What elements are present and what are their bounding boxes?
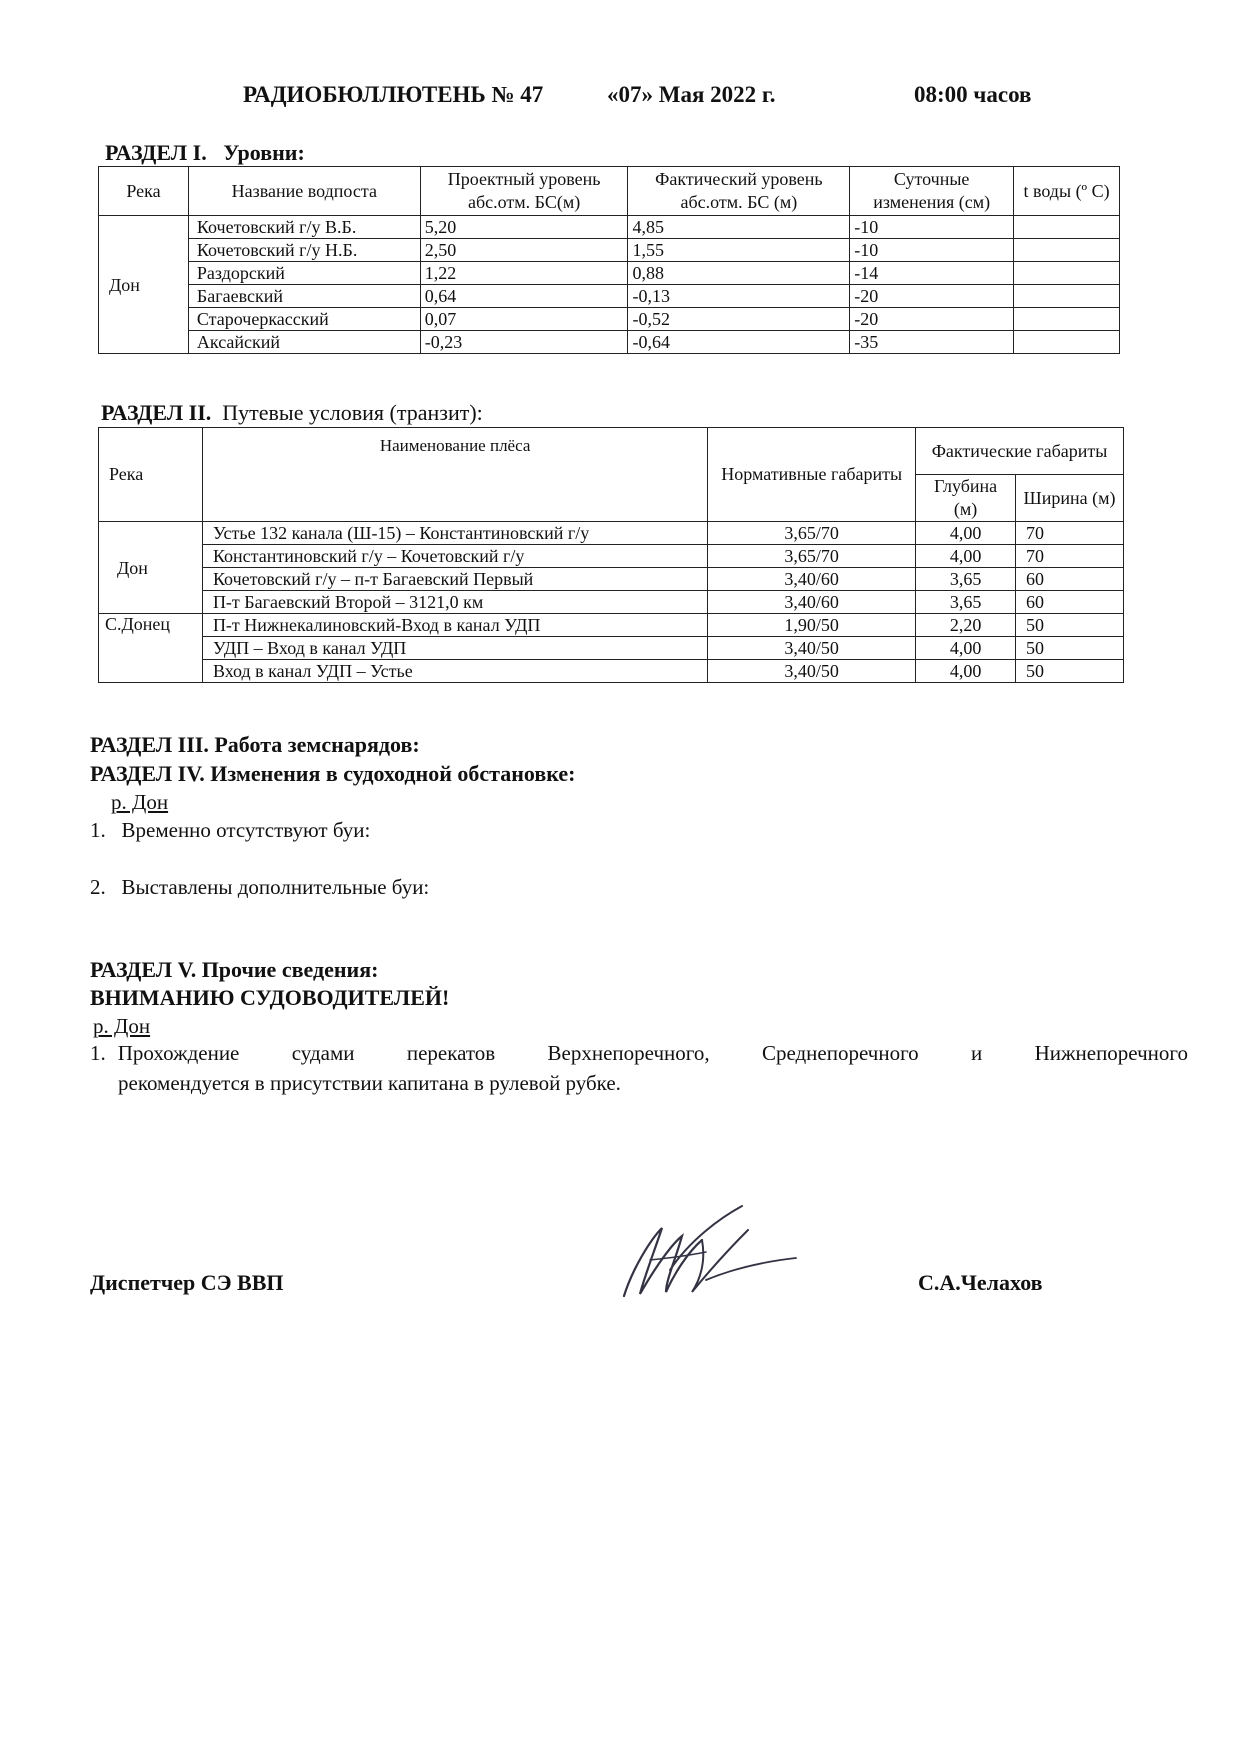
col-depth: Глубина (м) xyxy=(916,475,1016,522)
item-text-line-1: Прохождение судами перекатов Верхнепоречного, Среднепоречного и Нижнепоречного xyxy=(117,1041,1188,1065)
col-river: Река xyxy=(99,167,189,216)
bulletin-time: 08:00 часов xyxy=(914,82,1032,107)
reach-cell: П-т Нижнекалиновский-Вход в канал УДП xyxy=(202,614,707,637)
table-row xyxy=(99,216,1120,239)
actual-cell: 4,85 xyxy=(628,216,850,239)
change-cell: -20 xyxy=(850,285,1014,308)
river-cell: С.Донец xyxy=(99,614,203,683)
handwritten-signature xyxy=(610,1200,800,1310)
table-row xyxy=(99,545,1124,568)
item-text: Выставлены дополнительные буи: xyxy=(121,875,430,899)
design-cell: 2,50 xyxy=(420,239,628,262)
reach-cell: П-т Багаевский Второй – 3121,0 км xyxy=(202,591,707,614)
actual-cell: 1,55 xyxy=(628,239,850,262)
bulletin-title: РАДИОБЮЛЛЮТЕНЬ № 47 xyxy=(243,82,544,107)
section2-prefix: РАЗДЕЛ II. xyxy=(101,400,212,425)
section2-name: Путевые условия (транзит): xyxy=(222,400,483,425)
list-item xyxy=(90,875,429,900)
item-number: 1. xyxy=(90,818,106,842)
table-row xyxy=(99,568,1124,591)
design-cell: 0,07 xyxy=(420,308,628,331)
change-cell: -20 xyxy=(850,308,1014,331)
width-cell: 50 xyxy=(1016,614,1124,637)
temp-cell xyxy=(1014,331,1120,354)
normative-cell: 3,65/70 xyxy=(708,522,916,545)
temp-cell xyxy=(1014,216,1120,239)
change-cell: -10 xyxy=(850,216,1014,239)
design-cell: 1,22 xyxy=(420,262,628,285)
item-line-1 xyxy=(90,1041,1188,1066)
reach-cell: УДП – Вход в канал УДП xyxy=(202,637,707,660)
col-water-temp: t воды (º С) xyxy=(1014,167,1120,216)
table-row xyxy=(99,239,1120,262)
river-cell: Дон xyxy=(99,522,203,614)
item-text: Временно отсутствуют буи: xyxy=(121,818,371,842)
section4-title: РАЗДЕЛ IV. Изменения в судоходной обстановке: xyxy=(90,761,576,786)
item-number: 1. xyxy=(90,1041,106,1065)
bulletin-date: «07» Мая 2022 г. xyxy=(607,82,776,107)
design-cell: 5,20 xyxy=(420,216,628,239)
table-row xyxy=(99,262,1120,285)
normative-cell: 3,40/50 xyxy=(708,637,916,660)
route-header-row-1 xyxy=(99,428,1124,475)
section1-name: Уровни: xyxy=(223,140,305,165)
attention-heading: ВНИМАНИЮ СУДОВОДИТЕЛЕЙ! xyxy=(90,985,450,1010)
actual-cell: 0,88 xyxy=(628,262,850,285)
reach-cell: Устье 132 канала (Ш-15) – Константиновский г/у xyxy=(202,522,707,545)
col-width: Ширина (м) xyxy=(1016,475,1124,522)
normative-cell: 3,40/50 xyxy=(708,660,916,683)
section2-title xyxy=(101,400,483,426)
table-row xyxy=(99,614,1124,637)
section4-river: р. Дон xyxy=(111,790,169,814)
depth-cell: 4,00 xyxy=(916,522,1016,545)
reach-cell: Константиновский г/у – Кочетовский г/у xyxy=(202,545,707,568)
route-table xyxy=(98,427,1124,683)
depth-cell: 4,00 xyxy=(916,637,1016,660)
levels-table xyxy=(98,166,1120,354)
table-row xyxy=(99,308,1120,331)
station-cell: Багаевский xyxy=(188,285,420,308)
change-cell: -10 xyxy=(850,239,1014,262)
section1-prefix: РАЗДЕЛ I. xyxy=(105,140,207,165)
col-station: Название водпоста xyxy=(188,167,420,216)
signer-name: С.А.Челахов xyxy=(918,1270,1043,1295)
col-reach: Наименование плёса xyxy=(202,428,707,522)
change-cell: -35 xyxy=(850,331,1014,354)
station-cell: Раздорский xyxy=(188,262,420,285)
table-row xyxy=(99,285,1120,308)
temp-cell xyxy=(1014,239,1120,262)
col-design-level: Проектный уровень абс.отм. БС(м) xyxy=(420,167,628,216)
reach-cell: Кочетовский г/у – п-т Багаевский Первый xyxy=(202,568,707,591)
width-cell: 50 xyxy=(1016,637,1124,660)
col-actual-dimensions: Фактические габариты xyxy=(916,428,1124,475)
section5-river: р. Дон xyxy=(93,1014,151,1038)
section1-title xyxy=(105,140,305,166)
col-actual-level: Фактический уровень абс.отм. БС (м) xyxy=(628,167,850,216)
table-row xyxy=(99,331,1120,354)
table-row xyxy=(99,522,1124,545)
depth-cell: 4,00 xyxy=(916,545,1016,568)
depth-cell: 3,65 xyxy=(916,591,1016,614)
reach-cell: Вход в канал УДП – Устье xyxy=(202,660,707,683)
normative-cell: 3,65/70 xyxy=(708,545,916,568)
item-text-line-2: рекомендуется в присутствии капитана в рулевой рубке. xyxy=(118,1071,621,1095)
normative-cell: 1,90/50 xyxy=(708,614,916,637)
station-cell: Старочеркасский xyxy=(188,308,420,331)
table-row xyxy=(99,591,1124,614)
depth-cell: 2,20 xyxy=(916,614,1016,637)
normative-cell: 3,40/60 xyxy=(708,591,916,614)
station-cell: Аксайский xyxy=(188,331,420,354)
design-cell: -0,23 xyxy=(420,331,628,354)
section3-title: РАЗДЕЛ III. Работа земснарядов: xyxy=(90,732,420,757)
width-cell: 60 xyxy=(1016,568,1124,591)
width-cell: 60 xyxy=(1016,591,1124,614)
actual-cell: -0,64 xyxy=(628,331,850,354)
change-cell: -14 xyxy=(850,262,1014,285)
col-river: Река xyxy=(99,428,203,522)
width-cell: 70 xyxy=(1016,522,1124,545)
table-row xyxy=(99,637,1124,660)
station-cell: Кочетовский г/у В.Б. xyxy=(188,216,420,239)
normative-cell: 3,40/60 xyxy=(708,568,916,591)
depth-cell: 3,65 xyxy=(916,568,1016,591)
actual-cell: -0,13 xyxy=(628,285,850,308)
temp-cell xyxy=(1014,285,1120,308)
section5-title: РАЗДЕЛ V. Прочие сведения: xyxy=(90,957,379,982)
col-daily-change: Суточные изменения (см) xyxy=(850,167,1014,216)
width-cell: 50 xyxy=(1016,660,1124,683)
width-cell: 70 xyxy=(1016,545,1124,568)
design-cell: 0,64 xyxy=(420,285,628,308)
levels-header-row xyxy=(99,167,1120,216)
river-cell: Дон xyxy=(99,216,189,354)
list-item xyxy=(90,818,370,843)
depth-cell: 4,00 xyxy=(916,660,1016,683)
table-row xyxy=(99,660,1124,683)
col-normative: Нормативные габариты xyxy=(708,428,916,522)
temp-cell xyxy=(1014,308,1120,331)
signer-position: Диспетчер СЭ ВВП xyxy=(90,1270,284,1295)
temp-cell xyxy=(1014,262,1120,285)
list-item xyxy=(90,1041,1188,1096)
station-cell: Кочетовский г/у Н.Б. xyxy=(188,239,420,262)
item-number: 2. xyxy=(90,875,106,899)
actual-cell: -0,52 xyxy=(628,308,850,331)
